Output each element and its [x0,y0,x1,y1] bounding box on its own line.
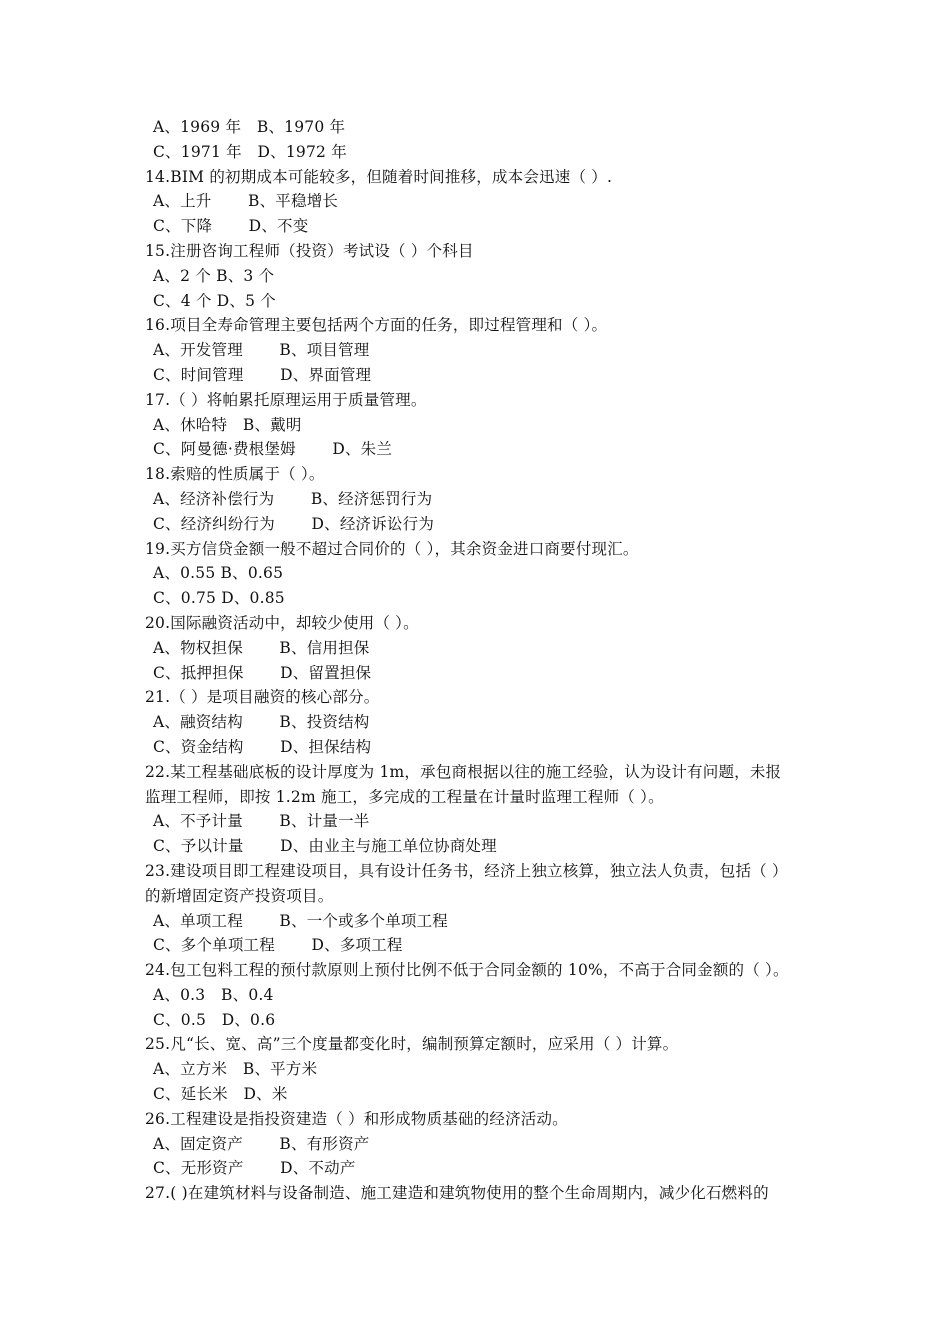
option-line: C、无形资产 D、不动产 [153,1159,356,1178]
question-line: 17.（ ）将帕累托原理运用于质量管理。 [145,390,427,409]
option-line: A、2 个 B、3 个 [153,266,275,285]
option-line: C、经济纠纷行为 D、经济诉讼行为 [153,514,435,533]
question-line: 23.建设项目即工程建设项目，具有设计任务书，经济上独立核算，独立法人负责，包括（ ） [145,861,788,880]
question-line: 24.包工包料工程的预付款原则上预付比例不低于合同金额的 10%，不高于合同金额的（ ）。 [145,961,789,980]
option-line: C、0.5 D、0.6 [153,1010,276,1029]
question-line: 19.买方信贷金额一般不超过合同价的（ ），其余资金进口商要付现汇。 [145,539,639,558]
question-line: 20.国际融资活动中，却较少使用（ ）。 [145,613,419,632]
option-line: A、0.55 B、0.65 [153,564,284,583]
option-line: C、予以计量 D、由业主与施工单位协商处理 [153,837,497,856]
question-line: 25.凡“长、宽、高”三个度量都变化时，编制预算定额时，应采用（ ）计算。 [145,1035,679,1054]
option-line: C、1971 年 D、1972 年 [153,142,347,161]
option-line: C、时间管理 D、界面管理 [153,365,372,384]
question-line: 的新增固定资产投资项目。 [145,886,334,905]
question-line: 22.某工程基础底板的设计厚度为 1m，承包商根据以往的施工经验，认为设计有问题，未报 [145,762,782,781]
option-line: C、抵押担保 D、留置担保 [153,663,372,682]
option-line: C、4 个 D、5 个 [153,291,276,310]
question-line: 27.( )在建筑材料与设备制造、施工建造和建筑物使用的整个生命周期内，减少化石燃料的 [145,1184,769,1203]
option-line: A、休哈特 B、戴明 [153,415,302,434]
question-line: 18.索赔的性质属于（ ）。 [145,465,325,484]
option-line: C、下降 D、不变 [153,217,309,236]
option-line: A、物权担保 B、信用担保 [153,638,370,657]
option-line: A、开发管理 B、项目管理 [153,341,370,360]
option-line: A、1969 年 B、1970 年 [153,118,346,136]
question-list [145,115,815,1206]
option-line: A、单项工程 B、一个或多个单项工程 [153,911,449,930]
option-line: A、不予计量 B、计量一半 [153,812,370,831]
option-line: C、资金结构 D、担保结构 [153,737,372,756]
question-line: 监理工程师，即按 1.2m 施工，多完成的工程量在计量时监理工程师（ ）。 [145,787,664,806]
option-line: A、经济补偿行为 B、经济惩罚行为 [153,489,433,508]
option-line: C、延长米 D、米 [153,1085,288,1104]
option-line: A、融资结构 B、投资结构 [153,713,370,732]
option-line: A、0.3 B、0.4 [153,985,274,1004]
option-line: C、0.75 D、0.85 [153,589,285,608]
option-line: A、上升 B、平稳增长 [153,192,339,211]
question-line: 21.（ ）是项目融资的核心部分。 [145,688,380,707]
question-line: 16.项目全寿命管理主要包括两个方面的任务，即过程管理和（ ）。 [145,316,608,335]
question-line: 14.BIM 的初期成本可能较多，但随着时间推移，成本会迅速（ ）. [145,167,613,186]
option-line: C、阿曼德·费根堡姆 D、朱兰 [153,440,393,459]
question-line: 15.注册咨询工程师（投资）考试设（ ）个科目 [145,241,474,260]
option-line: C、多个单项工程 D、多项工程 [153,936,403,955]
option-line: A、立方米 B、平方米 [153,1060,318,1079]
question-line: 26.工程建设是指投资建造（ ）和形成物质基础的经济活动。 [145,1109,568,1128]
option-line: A、固定资产 B、有形资产 [153,1134,370,1153]
